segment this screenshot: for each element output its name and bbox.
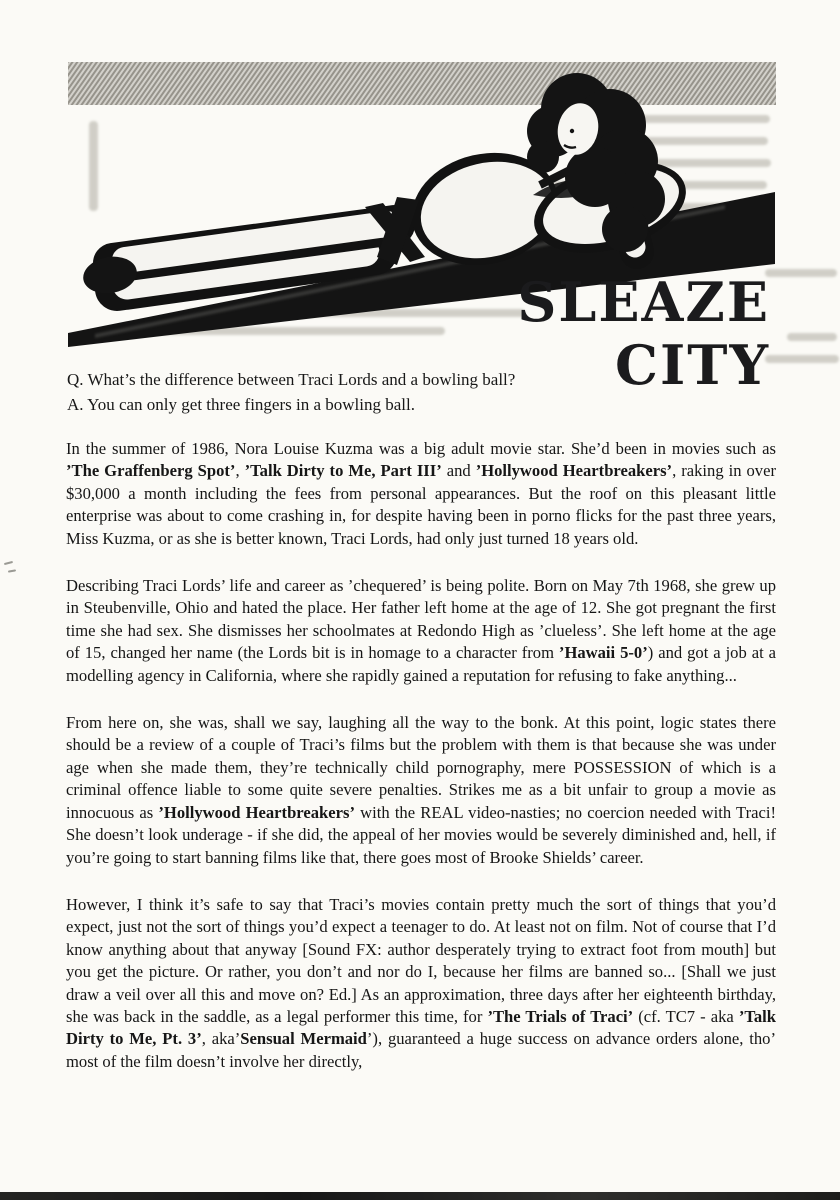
bold-text-run: ’Talk Dirty to Me, Part III’	[244, 461, 442, 481]
paragraph	[66, 575, 776, 687]
text-run: Describing Traci Lords’ life and career as ’chequered’ is being polite. Born on May 7th 1968, she grew up in Steubenville, Ohio and hated the place. Her father left home at the age of 12. She got pregnant the first time she had sex. She dismisses her schoolmates at Redondo High as ’clueless’. She left home at the age of 15, changed her name (the Lords bit is in homage to a character from	[66, 576, 776, 663]
text-run: , raking in over $30,000 a month including the fees from personal appearances. But the roof on this pleasant little enterprise was about to come crashing in, for despite having been in porno flicks for the past three years, Miss Kuzma, or as she is better known, Traci Lords, had only just turned 18 years old.	[66, 461, 776, 548]
bold-text-run: ’Hollywood Heartbreakers’	[475, 461, 673, 481]
bold-text-run: ’The Graffenberg Spot’	[66, 461, 236, 481]
page-title	[517, 271, 770, 397]
bold-text-run: ’Hollywood Heartbreakers’	[158, 802, 355, 822]
joke-question: Q. What’s the difference between Traci Lords and a bowling ball?	[67, 370, 516, 389]
text-run: However, I think it’s safe to say that Traci’s movies contain pretty much the sort of things that you’d expect, just not the sort of things you’d expect a teenager to do. At least not on film. Not of course that I’d know anything about that anyway [Sound FX: author desperately trying to extract foot from mouth] but you get the picture. Or rather, you don’t and nor do I, because her films are banned so... [Shall we just draw a veil over all this and move on? Ed.] As an approximation, three days after her eighteenth birthday, she was back in the saddle, as a legal performer this time, for	[66, 894, 776, 1026]
text-run: From here on, she was, shall we say, laughing all the way to the bonk. At this point, logic states there should be a review of a couple of Traci’s films but the problem with them is that because she was under age when she made them, they’re technically child pornography, mere POSSESSION of which is a criminal offence liable to some quite severe penalties. Strikes me as a bit unfair to group a movie as innocuous as	[66, 713, 776, 822]
paragraph	[66, 712, 776, 869]
text-run: and	[441, 461, 476, 481]
ink-smudge	[4, 560, 18, 574]
text-run: In the summer of 1986, Nora Louise Kuzma was a big adult movie star. She’d been in movies such as	[66, 439, 776, 458]
text-run: with the REAL video-nasties; no coercion needed with Traci! She doesn’t look underage - if she did, the appeal of her movies would be severely diminished and, hell, if you’re going to start banning films like that, there goes most of Brooke Shields’ career.	[66, 802, 777, 867]
paragraph	[66, 438, 776, 550]
article-body	[66, 438, 776, 1098]
bold-text-run: Sensual Mermaid	[240, 1029, 367, 1049]
joke-block	[67, 367, 515, 417]
bold-text-run: ’The Trials of Traci’	[487, 1006, 634, 1026]
text-run: ,	[235, 461, 245, 481]
bold-text-run: ’Hawaii 5-0’	[558, 643, 648, 663]
joke-answer: A. You can only get three fingers in a bowling ball.	[67, 395, 415, 414]
text-run: (cf. TC7 - aka	[633, 1006, 739, 1026]
title-line-1: SLEAZE	[517, 270, 770, 334]
title-line-2: CITY	[615, 333, 770, 397]
text-run: , aka’	[201, 1029, 241, 1049]
text-run: ’), guaranteed a huge success on advance orders alone, tho’ most of the film doesn’t involve her directly,	[66, 1029, 776, 1071]
bold-text-run: ’Talk Dirty to Me, Pt. 3’	[66, 1006, 777, 1049]
paragraph	[66, 894, 776, 1073]
text-run: ) and got a job at a modelling agency in California, where she rapidly gained a reputation for refusing to fake anything...	[66, 643, 776, 685]
halftone-band	[68, 62, 776, 105]
page-bottom-scan-edge	[0, 1192, 840, 1200]
